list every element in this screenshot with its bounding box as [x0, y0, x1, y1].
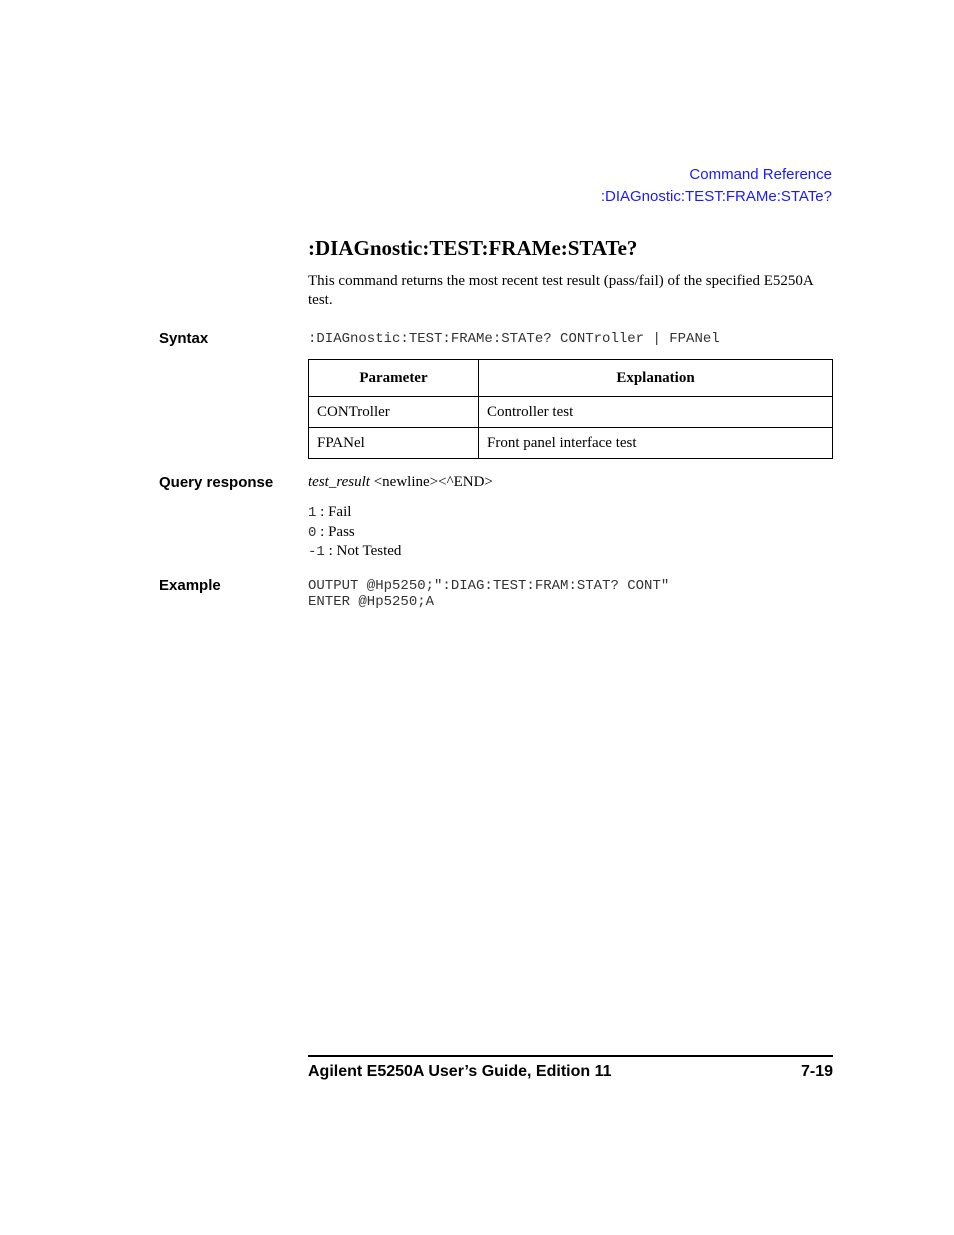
table-cell-parameter: FPANel [309, 428, 479, 459]
example-code [308, 578, 669, 610]
table-row [309, 428, 833, 459]
syntax-label: Syntax [159, 330, 209, 347]
response-meaning: : Fail [316, 504, 352, 520]
page-number: 7-19 [800, 1063, 833, 1080]
code-line: OUTPUT @Hp5250;":DIAG:TEST:FRAM:STAT? CONT" [308, 578, 670, 594]
list-item [308, 523, 401, 543]
example-label: Example [159, 577, 221, 594]
list-item [308, 503, 401, 523]
header-chapter: Command Reference [689, 166, 832, 183]
column-header-parameter: Parameter [309, 360, 479, 397]
response-values [308, 503, 401, 562]
response-code: 0 [308, 524, 317, 541]
footer-title: Agilent E5250A User’s Guide, Edition 11 [308, 1063, 612, 1080]
query-response-suffix: <newline><^END> [369, 474, 493, 490]
page-title: :DIAGnostic:TEST:FRAMe:STATe? [308, 236, 638, 260]
table-header-row [309, 360, 833, 397]
response-code: 1 [308, 505, 317, 521]
intro-paragraph: This command returns the most recent test result (pass/fail) of the specified E5250A test. [308, 273, 813, 308]
query-response-format [308, 474, 493, 491]
response-meaning: : Not Tested [324, 543, 402, 559]
table-row [309, 397, 833, 428]
query-response-label: Query response [159, 474, 274, 491]
list-item [308, 542, 401, 562]
table-cell-parameter: CONTroller [309, 397, 479, 428]
syntax-command: :DIAGnostic:TEST:FRAMe:STATe? CONTroller | FPANel [308, 331, 720, 347]
parameter-table [308, 359, 833, 459]
response-code: -1 [308, 544, 325, 560]
code-line: ENTER @Hp5250;A [308, 594, 435, 610]
footer-rule [308, 1055, 833, 1057]
header-section: :DIAGnostic:TEST:FRAMe:STATe? [600, 188, 832, 205]
query-response-variable: test_result [308, 474, 370, 490]
table-cell-explanation: Front panel interface test [479, 428, 833, 459]
column-header-explanation: Explanation [479, 360, 833, 397]
table-cell-explanation: Controller test [479, 397, 833, 428]
response-meaning: : Pass [316, 523, 355, 540]
